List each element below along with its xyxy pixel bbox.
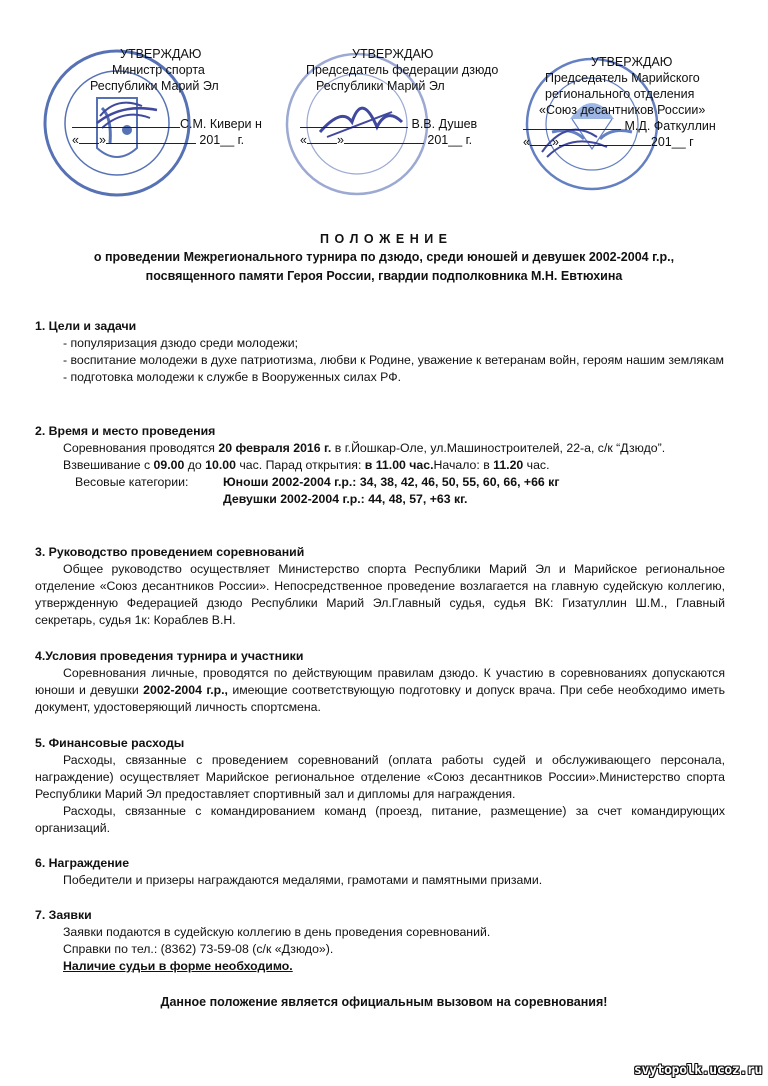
- approval-date-year: 201__ г: [650, 135, 694, 149]
- section-heading: 7. Заявки: [35, 908, 92, 922]
- date-open-quote: «: [72, 133, 79, 147]
- goal-item: - воспитание молодежи в духе патриотизма, любви к Родине, уважение к ветеранам войн, героям нашим землякам: [63, 353, 724, 367]
- conditions-text: имеющие соответствующую подготовку и допуск врача. При себе необходимо иметь документ, удостоверяющий личность спортсмена.: [35, 683, 726, 714]
- approval-date-year: 201__ г.: [427, 133, 473, 147]
- goal-item: - популяризация дзюдо среди молодежи;: [63, 336, 299, 350]
- conditions-paragraph: [35, 665, 725, 716]
- finance-paragraph-1: Расходы, связанные с проведением соревнований (оплата работы судей и обслуживающего персонала, награждение) осуществляет Марийское региональное отделение «Союз десантников России».Министерство спорта Республики Марий Эл предоставляет спортивный зал и дипломы для награждения.: [35, 753, 725, 801]
- weigh-in-end: 10.00: [205, 458, 236, 472]
- approval-heading: УТВЕРЖДАЮ: [591, 55, 673, 69]
- venue-text: Соревнования проводятся: [63, 441, 219, 455]
- signature-line: [72, 127, 180, 128]
- approval-heading: УТВЕРЖДАЮ: [120, 47, 202, 61]
- birth-years: 2002-2004 г.р.,: [143, 683, 228, 697]
- weigh-in-start: 09.00: [153, 458, 185, 472]
- approval-heading: УТВЕРЖДАЮ: [352, 47, 434, 61]
- schedule-text: до: [184, 458, 206, 472]
- approval-block-ministry: [72, 46, 272, 148]
- spacer: [35, 491, 223, 508]
- approval-signer: В.В. Душев: [411, 117, 478, 131]
- section-heading: 2. Время и место проведения: [35, 424, 216, 438]
- approval-date-year: 201__ г.: [199, 133, 245, 147]
- date-month-line: [559, 145, 651, 146]
- signature-line: [523, 129, 621, 130]
- closing-statement: Данное положение является официальным вызовом на соревнования!: [160, 995, 608, 1009]
- start-time: 11.20: [493, 458, 524, 472]
- event-date: 20 февраля 2016 г.: [218, 441, 332, 455]
- judge-requirement-text: Наличие судьи в форме необходимо.: [63, 959, 293, 973]
- approval-position-line1: Председатель Марийского: [545, 71, 700, 85]
- date-month-line: [344, 143, 424, 144]
- schedule-text: Начало: в: [433, 458, 494, 472]
- date-open-quote: «: [523, 135, 530, 149]
- parade-time: в 11.00 час.: [364, 458, 434, 472]
- approval-signer: С.М. Кивери н: [180, 117, 262, 131]
- contact-phone: Справки по тел.: (8362) 73-59-08 (с/к «Дзюдо»).: [63, 942, 334, 956]
- weights-girls: Девушки 2002-2004 г.р.: 44, 48, 57, +63 кг.: [223, 492, 468, 506]
- applications-line: Заявки подаются в судейскую коллегию в день проведения соревнований.: [63, 925, 491, 939]
- date-open-quote: «: [300, 133, 307, 147]
- approval-position-line2: Республики Марий Эл: [316, 79, 445, 93]
- section-goals: [35, 318, 725, 386]
- section-finance: [35, 735, 725, 837]
- site-watermark: svytopolk.ucoz.ru: [634, 1063, 762, 1078]
- approval-block-federation: [300, 46, 520, 148]
- schedule-text: Взвешивание с: [63, 458, 154, 472]
- section-heading: 6. Награждение: [35, 856, 130, 870]
- section-conditions: [35, 648, 725, 716]
- approval-block-paratroopers: [523, 54, 763, 150]
- document-subtitle-line1: о проведении Межрегионального турнира по дзюдо, среди юношей и девушек 2002-2004 г.р.,: [93, 250, 675, 264]
- signature-line: [300, 127, 408, 128]
- date-day-line: [79, 143, 99, 144]
- section-awards: [35, 855, 725, 889]
- approval-signer: М.Д. Фаткуллин: [624, 119, 716, 133]
- date-close-quote: »: [551, 135, 559, 149]
- date-day-line: [530, 145, 552, 146]
- awards-paragraph: Победители и призеры награждаются медалями, грамотами и памятными призами.: [63, 873, 543, 887]
- section-heading: 3. Руководство проведением соревнований: [35, 545, 305, 559]
- page-title: П О Л О Ж Е Н И Е: [320, 232, 448, 246]
- approval-position-line1: Министр спорта: [112, 63, 205, 77]
- schedule-text: час.: [523, 458, 550, 472]
- date-month-line: [106, 143, 196, 144]
- approval-position-line2: Республики Марий Эл: [90, 79, 219, 93]
- goal-item: - подготовка молодежи к службе в Вооруженных силах РФ.: [63, 370, 401, 384]
- section-heading: 4.Условия проведения турнира и участники: [35, 649, 304, 663]
- judge-requirement: [35, 958, 725, 975]
- weight-categories-boys: [35, 474, 725, 491]
- venue-paragraph: [35, 440, 725, 457]
- weight-categories-label: Весовые категории:: [75, 475, 189, 489]
- approval-position-line2: регионального отделения: [545, 87, 695, 101]
- schedule-text: час. Парад открытия:: [235, 458, 365, 472]
- section-management: [35, 544, 725, 629]
- date-close-quote: »: [336, 133, 344, 147]
- approval-position-line3: «Союз десантников России»: [539, 103, 706, 117]
- section-applications: [35, 907, 725, 975]
- date-day-line: [307, 143, 337, 144]
- document-subtitle-line2: посвященного памяти Героя России, гвардии подполковника М.Н. Евтюхина: [145, 269, 623, 283]
- section-heading: 1. Цели и задачи: [35, 319, 137, 333]
- venue-address: в г.Йошкар-Оле, ул.Машиностроителей, 22-а, с/к “Дзюдо”.: [331, 441, 666, 455]
- weights-boys: Юноши 2002-2004 г.р.: 34, 38, 42, 46, 50, 55, 60, 66, +66 кг: [223, 475, 560, 489]
- section-time-place: [35, 423, 725, 508]
- date-close-quote: »: [98, 133, 106, 147]
- approval-position-line1: Председатель федерации дзюдо: [306, 63, 499, 77]
- management-paragraph: Общее руководство осуществляет Министерство спорта Республики Марий Эл и Марийское региональное отделение «Союз десантников России». Непосредственное проведение возлагается на главную судейскую коллегию, утвержденную Федерацией дзюдо Республики Марий Эл.Главный судья, судья ВК: Гизатуллин Ш.М., Главный секретарь, судья 1к: Кораблев В.Н.: [35, 562, 725, 627]
- conditions-text: Соревнования личные, проводятся по действующим правилам дзюдо. К участию в соревнованиях допускаются юноши и девушки: [35, 666, 725, 697]
- schedule-paragraph: [35, 457, 725, 474]
- weight-categories-girls: [35, 491, 725, 508]
- section-heading: 5. Финансовые расходы: [35, 736, 185, 750]
- finance-paragraph-2: Расходы, связанные с командированием команд (проезд, питание, размещение) за счет командирующих организаций.: [35, 804, 725, 835]
